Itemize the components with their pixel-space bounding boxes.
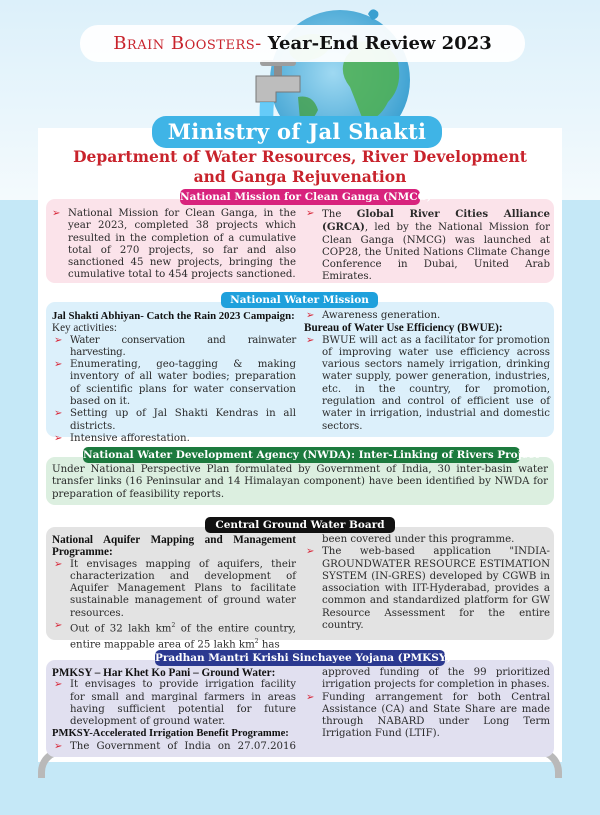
section-tag-nmcg: National Mission for Clean Ganga (NMCG) (180, 191, 432, 203)
section-nwm (46, 302, 554, 444)
section-tag-pmksy: Pradhan Mantri Krishi Sinchayee Yojana (PMKSY) (155, 652, 452, 664)
aquifer-heading: National Aquifer Mapping and Management Programme: (52, 534, 296, 559)
continued-text: approved funding of the 99 prioritized irrigation projects for completion in phases. (322, 667, 550, 691)
list-item: ➢ Setting up of Jal Shakti Kendras in all districts. (54, 408, 296, 432)
section-tag-cgwb: Central Ground Water Board (205, 517, 395, 533)
arrow-bullet-icon: ➢ (306, 546, 315, 558)
section-tag-nwm: National Water Mission (221, 292, 378, 308)
arrow-bullet-icon: ➢ (54, 620, 63, 632)
header-banner (80, 25, 525, 62)
arrow-bullet-icon: ➢ (54, 740, 63, 752)
section-nwda (46, 457, 554, 505)
section-tag-nwda: National Water Development Agency (NWDA): Inter-Linking of Rivers Project (83, 449, 540, 461)
list-item: ➢ Awareness generation. (306, 310, 441, 321)
superscript-2: 2 (171, 622, 176, 630)
section-pmksy (46, 660, 554, 757)
nwda-text: Under National Perspective Plan formulated by Government of India, 30 inter-basin water transfer links (16 Peninsular and 14 Himalayan component) have been identified by NWDA for preparation of feasibility reports. (52, 464, 548, 500)
department-title (40, 147, 560, 187)
arrow-bullet-icon: ➢ (306, 691, 315, 703)
arrow-bullet-icon: ➢ (306, 334, 315, 346)
arrow-bullet-icon: ➢ (54, 558, 63, 570)
section-nmcg (46, 199, 554, 283)
page-title: Year-End Review 2023 (267, 33, 492, 54)
campaign-heading: Jal Shakti Abhiyan- Catch the Rain 2023 Campaign: (52, 310, 295, 322)
arrow-bullet-icon: ➢ (54, 432, 63, 444)
list-item: ➢ Out of 32 lakh $km^2$ of the entire country, entire mappable area of 25 lakh $km^2$ has (54, 620, 297, 651)
grca-name: Global River Cities Alliance (GRCA) (322, 208, 550, 234)
list-item: ➢ Intensive afforestation. (54, 432, 190, 444)
arrow-bullet-icon: ➢ (54, 359, 63, 371)
department-line-2: and Ganga Rejuvenation (193, 167, 407, 186)
list-item: ➢ The Global River Cities Alliance (GRCA), led by the National Mission for Clean Ganga (NMCG) was launched at COP28, the United Nations Climate Change Conference in Dubai, United Arab Emirates. (306, 208, 550, 283)
superscript-2: 2 (254, 637, 259, 645)
arrow-bullet-icon: ➢ (54, 334, 63, 346)
arrow-bullet-icon: ➢ (54, 679, 63, 691)
list-item: ➢ Water conservation and rainwater harvesting. (54, 334, 296, 358)
arrow-bullet-icon: ➢ (306, 310, 315, 321)
continued-text: been covered under this programme. (322, 534, 515, 545)
bwue-heading: Bureau of Water Use Efficiency (BWUE): (304, 322, 503, 335)
arrow-bullet-icon: ➢ (54, 408, 63, 420)
section-cgwb (46, 527, 554, 651)
department-line-1: Department of Water Resources, River Development (73, 147, 527, 166)
arrow-bullet-icon: ➢ (306, 208, 315, 219)
list-item: ➢ BWUE will act as a facilitator for promotion of improving water use efficiency across various sectors namely irrigation, drinking water supply, power generation, industries, etc. in the country, for promotion, regulation and control of efficient use of water in irrigation, industrial and domestic sectors. (306, 334, 550, 432)
list-item: ➢ The web-based application "INDIA-GROUNDWATER RESOURCE ESTIMATION SYSTEM (IN-GRES) developed by CGWB in association with IIT-Hyderabad, provides a common and standardized platform for GW Resource Assessment for the entire country. (306, 546, 550, 632)
arrow-bullet-icon: ➢ (52, 208, 61, 219)
list-item: ➢ Funding arrangement for both Central Assistance (CA) and State Share are made through NABARD under Long Term Irrigation Fund (LTIF). (306, 691, 550, 740)
list-item: ➢ National Mission for Clean Ganga, in the year 2023, completed 38 projects which resulted in the completion of a cumulative total of 270 projects, so far and also sanctioned 45 new projects, bringing the cumulative total to 454 projects sanctioned. (52, 208, 296, 281)
aibp-heading: PMKSY-Accelerated Irrigation Benefit Programme: (52, 728, 289, 740)
ministry-title: Ministry of Jal Shakti (152, 116, 442, 148)
list-item: ➢ It envisages mapping of aquifers, their characterization and development of Aquifer Management Plans to facilitate sustainable management of ground water resources. (54, 558, 296, 619)
key-activities-label: Key activities: (52, 322, 117, 335)
list-item: ➢ The Government of India on 27.07.2016 (54, 740, 296, 752)
list-item: ➢ Enumerating, geo-tagging & making inventory of all water bodies; preparation of scientific plans for water conservation based on it. (54, 359, 296, 408)
brand-name: Brain Boosters- (113, 33, 262, 54)
list-item: ➢ It envisages to provide irrigation facility for small and marginal farmers in areas having sufficient potential for future development of ground water. (54, 679, 296, 728)
har-khet-heading: PMKSY – Har Khet Ko Pani – Ground Water: (52, 667, 276, 679)
